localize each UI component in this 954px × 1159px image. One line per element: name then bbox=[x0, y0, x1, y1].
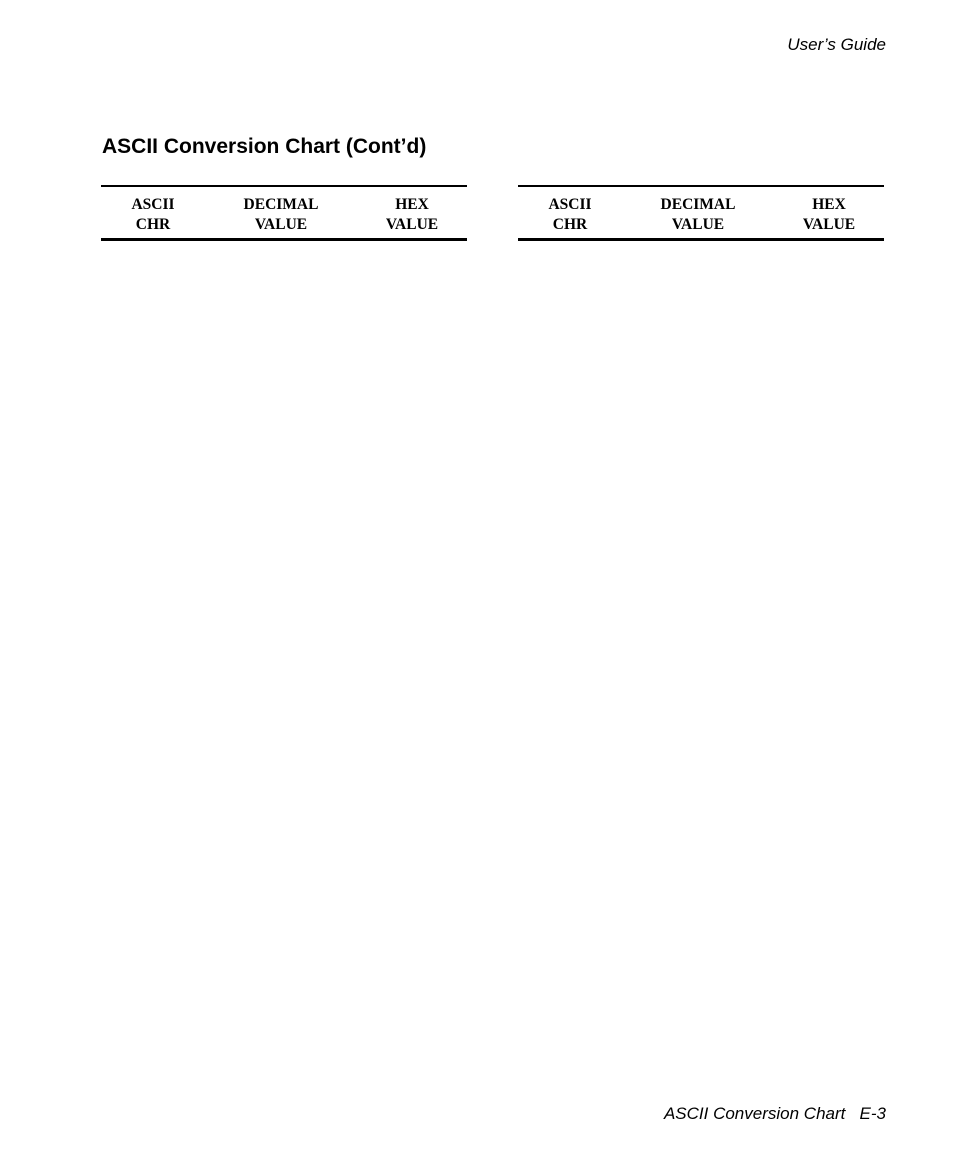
footer-chapter-label: ASCII Conversion Chart bbox=[663, 1104, 846, 1123]
section-title: ASCII Conversion Chart (Cont’d) bbox=[102, 135, 427, 158]
column-header-line: VALUE bbox=[671, 216, 725, 233]
column-header-hex-value bbox=[372, 195, 452, 235]
column-header-line: CHR bbox=[135, 216, 171, 233]
column-header-line: ASCII bbox=[548, 196, 592, 213]
column-header-line: VALUE bbox=[385, 216, 439, 233]
ascii-table-left bbox=[101, 185, 467, 241]
column-header-line: VALUE bbox=[254, 216, 308, 233]
column-header-ascii-chr bbox=[123, 195, 183, 235]
running-header: User’s Guide bbox=[787, 35, 886, 54]
column-header-line: HEX bbox=[812, 196, 846, 213]
column-header-line: DECIMAL bbox=[660, 196, 736, 213]
column-header-hex-value bbox=[789, 195, 869, 235]
column-header-line: ASCII bbox=[131, 196, 175, 213]
column-header-decimal-value bbox=[648, 195, 748, 235]
page-number: E-3 bbox=[859, 1104, 886, 1123]
running-footer bbox=[664, 1104, 886, 1124]
column-header-ascii-chr bbox=[540, 195, 600, 235]
column-header-line: DECIMAL bbox=[243, 196, 319, 213]
ascii-table-right bbox=[518, 185, 884, 241]
column-header-decimal-value bbox=[231, 195, 331, 235]
column-header-line: CHR bbox=[552, 216, 588, 233]
column-header-line: HEX bbox=[395, 196, 429, 213]
column-header-line: VALUE bbox=[802, 216, 856, 233]
